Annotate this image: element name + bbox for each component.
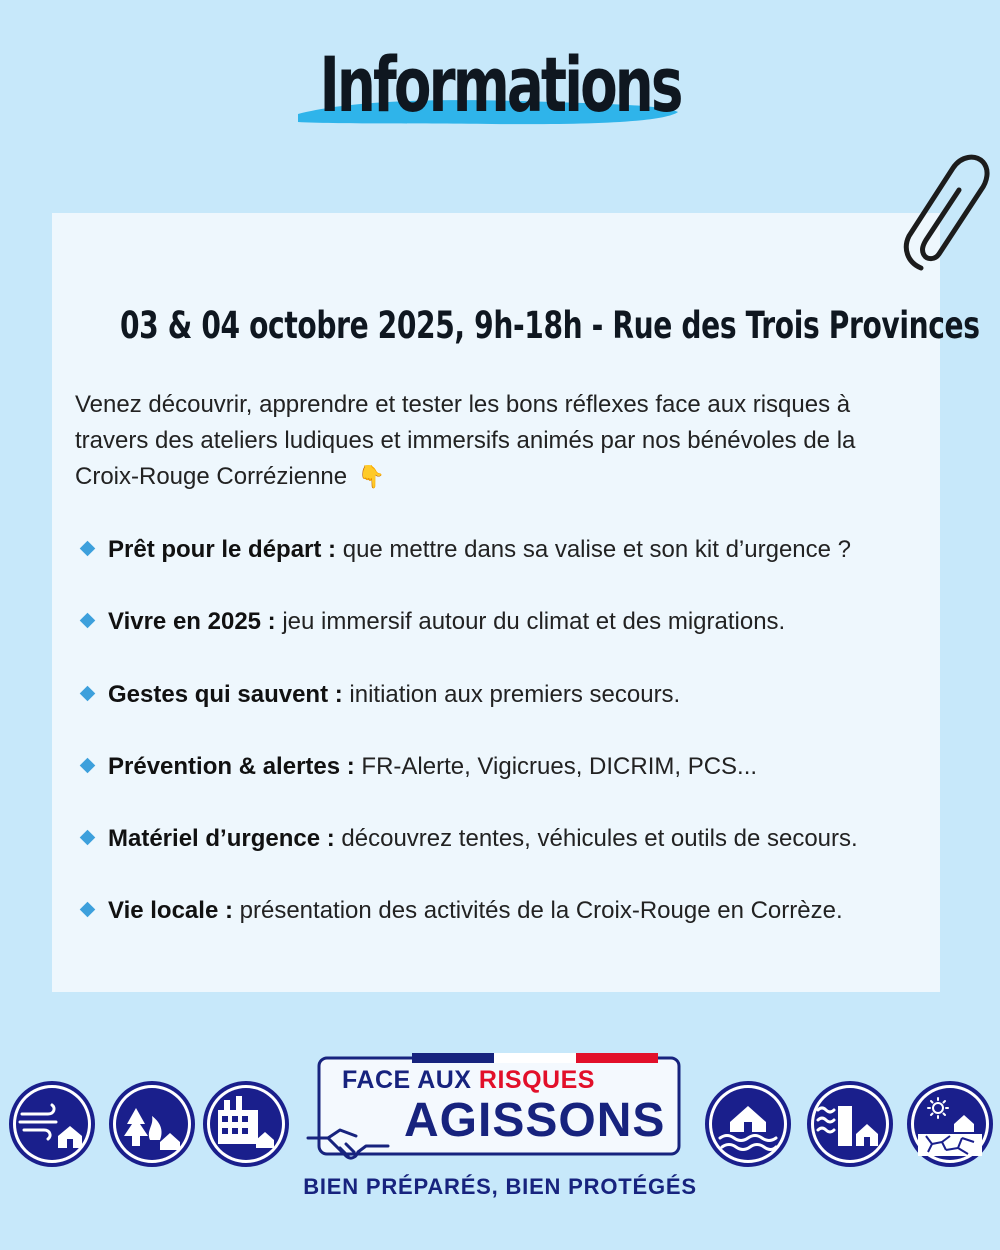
title-block xyxy=(0,40,1000,140)
workshop-list xyxy=(78,530,958,964)
logo-tagline xyxy=(342,1066,595,1095)
feature-text: présentation des activités de la Croix-Rouge en Corrèze. xyxy=(232,897,843,925)
handshake-icon xyxy=(306,1118,396,1168)
feature-title: Matériel d’urgence : xyxy=(108,825,335,853)
diamond-bullet-icon xyxy=(80,685,96,701)
feature-text: que mettre dans sa valise et son kit d’urgence ? xyxy=(336,536,852,563)
feature-text: jeu immersif autour du climat et des migrations. xyxy=(275,608,786,636)
list-item xyxy=(78,602,958,674)
feature-title: Vie locale : xyxy=(108,897,233,925)
feature-text: FR-Alerte, Vigicrues, DICRIM, PCS... xyxy=(354,752,758,780)
list-item xyxy=(78,747,958,819)
industrial-risk-icon xyxy=(202,1080,290,1168)
feature-title: Prévention & alertes : xyxy=(108,752,355,780)
event-date-location: 03 & 04 octobre 2025, 9h-18h - Rue des Trois Provinces xyxy=(120,304,980,347)
feature-title: Gestes qui sauvent : xyxy=(108,680,343,708)
list-item xyxy=(78,675,958,747)
list-item xyxy=(78,891,958,963)
forest-fire-icon xyxy=(108,1080,196,1168)
feature-title: Prêt pour le départ : xyxy=(108,536,337,563)
campaign-footer xyxy=(0,1040,1000,1250)
page-title: Informations xyxy=(319,40,681,129)
feature-text: découvrez tentes, véhicules et outils de secours. xyxy=(334,825,858,853)
wind-storm-icon xyxy=(8,1080,96,1168)
logo-tagline-highlight: RISQUES xyxy=(478,1066,595,1094)
diamond-bullet-icon xyxy=(80,541,96,557)
feature-title: Vivre en 2025 : xyxy=(108,608,276,636)
diamond-bullet-icon xyxy=(80,613,96,629)
intro-text: Venez découvrir, apprendre et tester les bons réflexes face aux risques à travers des ateliers ludiques et immersifs animés par nos bénévoles de la Croix-Rouge Corrézienne xyxy=(75,391,856,490)
flood-icon xyxy=(704,1080,792,1168)
logo-main-word: AGISSONS xyxy=(404,1094,666,1147)
slogan: BIEN PRÉPARÉS, BIEN PROTÉGÉS xyxy=(303,1174,697,1199)
paperclip-icon xyxy=(893,150,993,280)
intro-paragraph xyxy=(75,387,925,495)
list-item xyxy=(78,530,958,602)
drought-icon xyxy=(906,1080,994,1168)
sea-level-rise-icon xyxy=(806,1080,894,1168)
diamond-bullet-icon xyxy=(80,902,96,918)
logo-tagline-prefix: FACE AUX xyxy=(342,1066,479,1094)
feature-text: initiation aux premiers secours. xyxy=(342,680,681,708)
diamond-bullet-icon xyxy=(80,758,96,774)
list-item xyxy=(78,819,958,891)
diamond-bullet-icon xyxy=(80,830,96,846)
pointing-down-icon: 👇 xyxy=(357,464,386,489)
